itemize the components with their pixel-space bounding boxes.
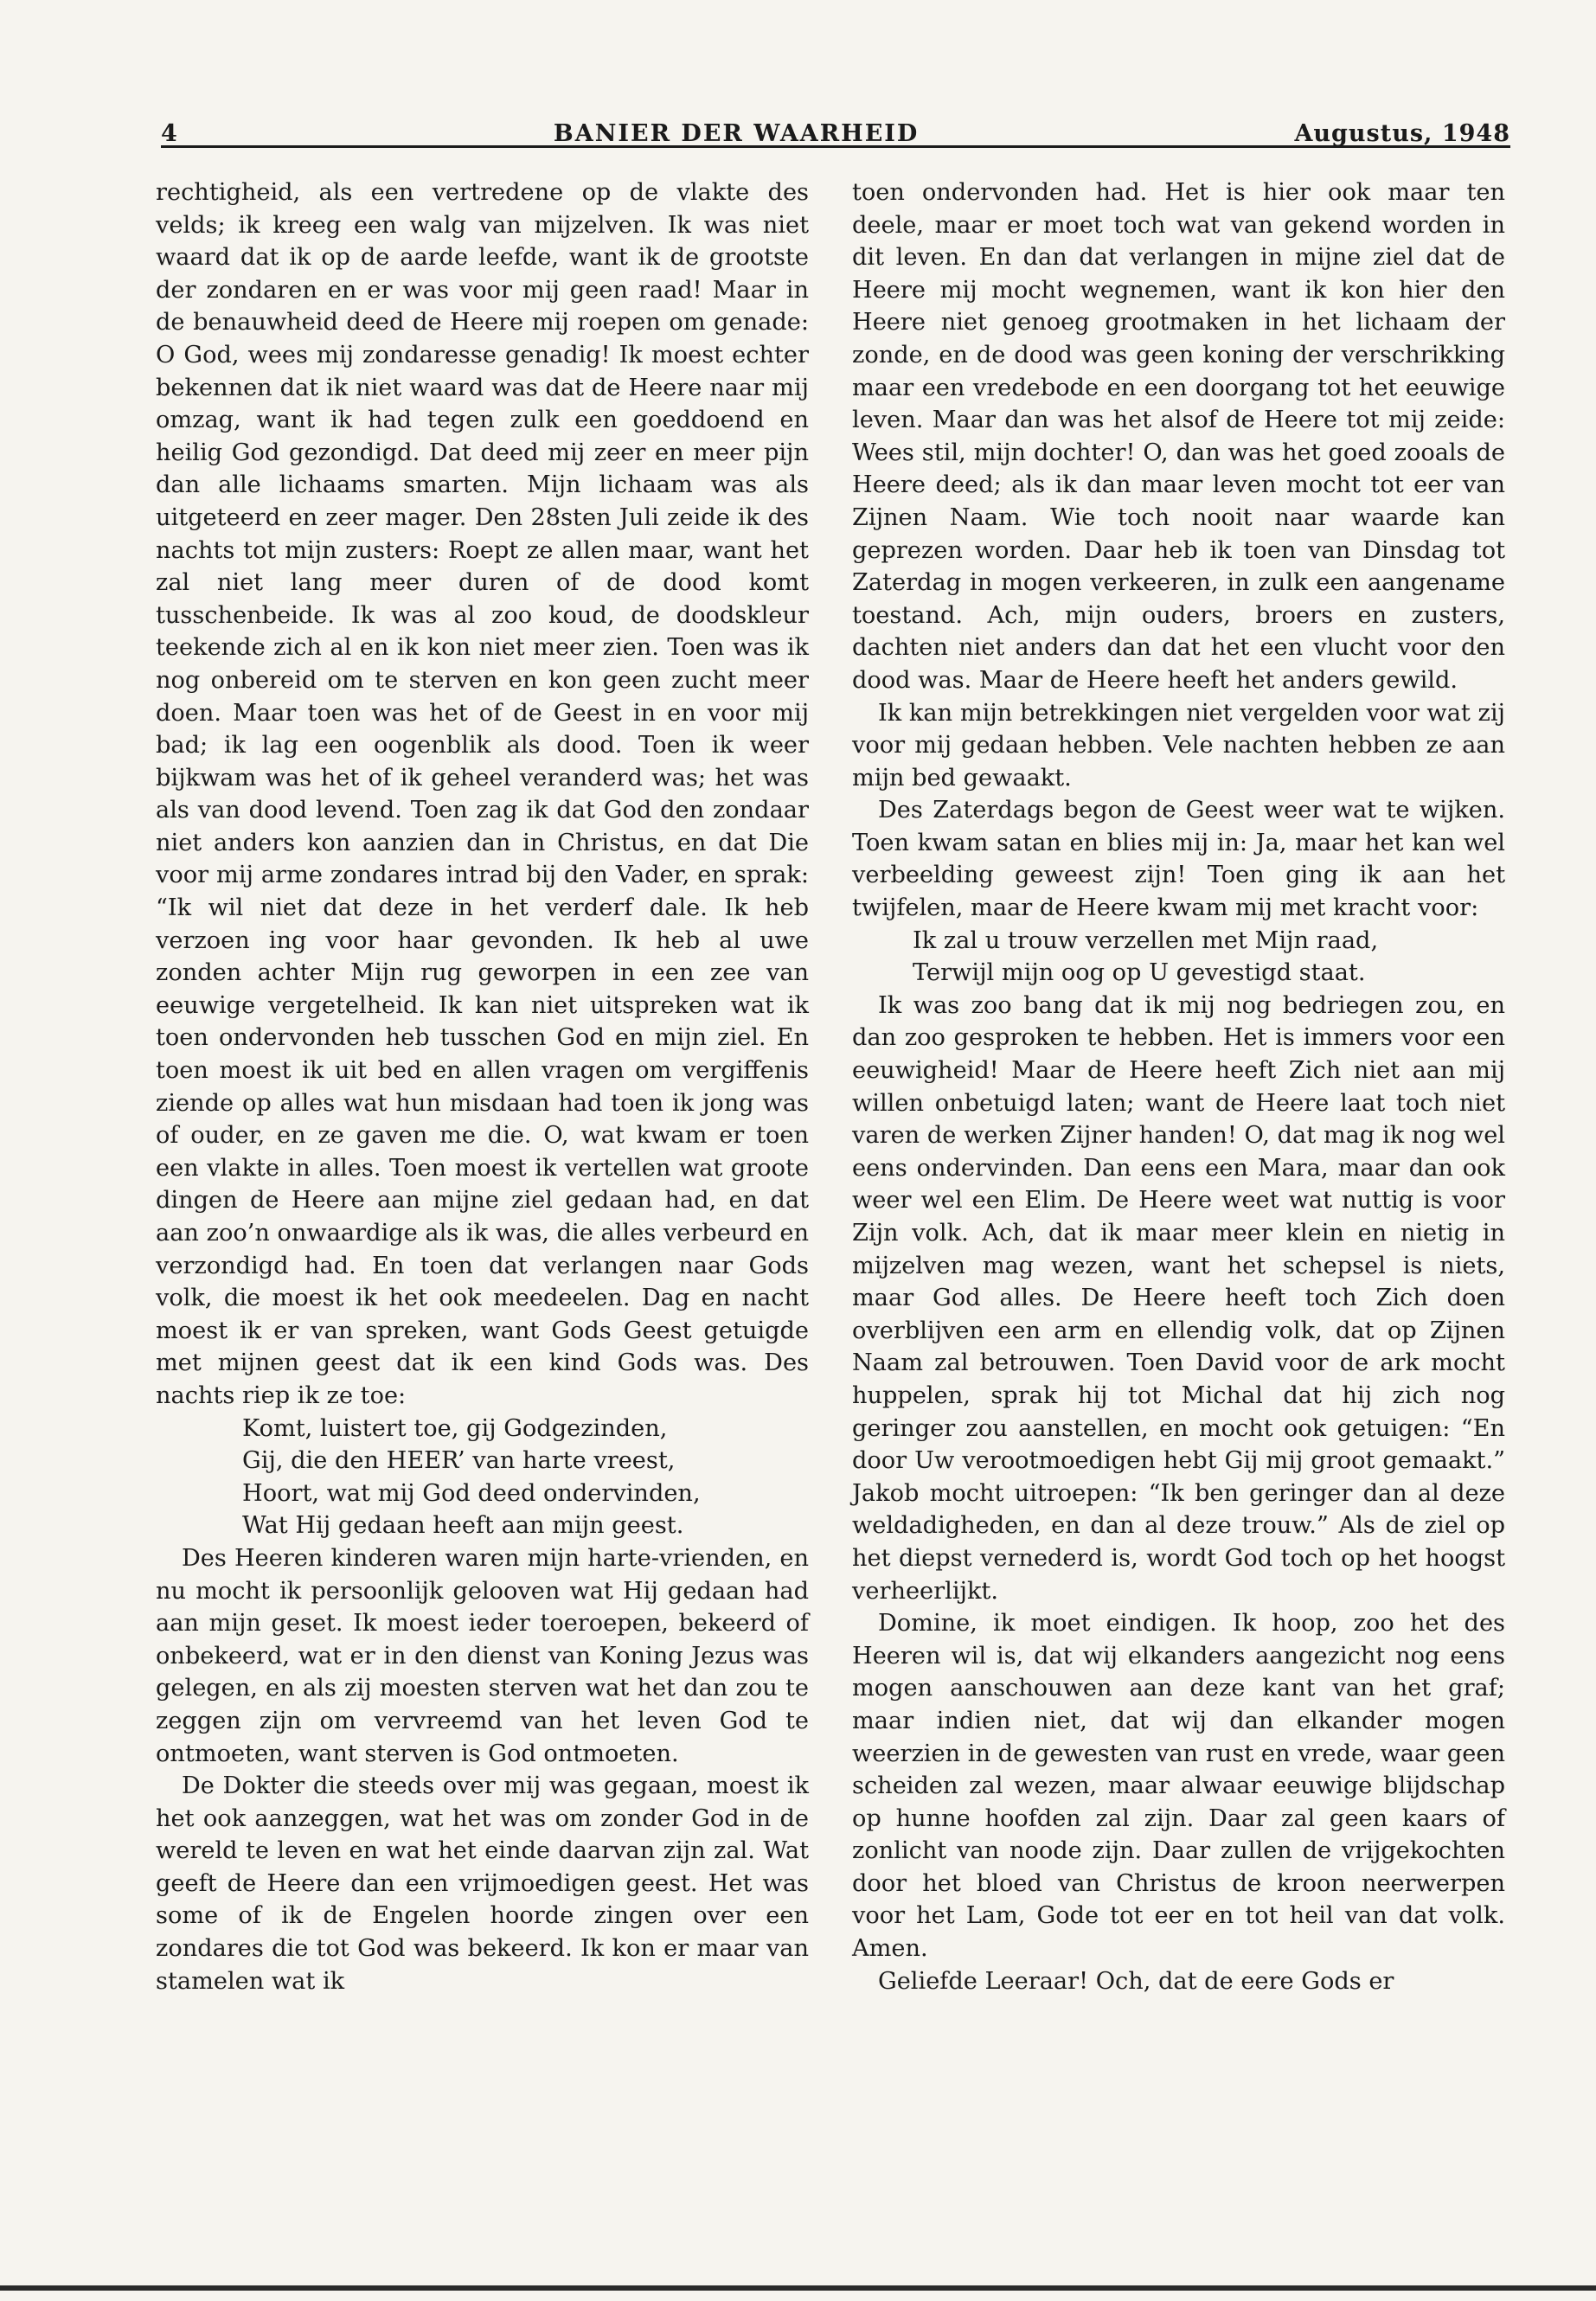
paragraph: De Dokter die steeds over mij was gegaan, moest ik het ook aanzeggen, wat het was om zonder God in de wereld te leven en wat het einde daarvan zijn zal. Wat geeft de Heere dan een vrijmoedigen geest. Het was some of ik de Engelen hoorde zingen over een zondares die tot God was bekeerd. Ik kon er maar van stamelen wat ik — [156, 1772, 809, 1995]
publication-title: BANIER DER WAARHEID — [553, 120, 920, 147]
poem-line: Ik zal u trouw verzellen met Mijn raad, — [913, 926, 1379, 954]
poem-line: Gij, die den HEER’ van harte vreest, — [242, 1447, 676, 1475]
header-rule — [161, 145, 1510, 148]
paragraph: toen ondervonden had. Het is hier ook maar ten deele, maar er moet toch wat van gekend worden in dit leven. En dan dat verlangen in mijne ziel dat de Heere mij mocht wegnemen, want ik kon hier den Heere niet genoeg grootmaken in het lichaam der zonde, en de dood was geen koning der verschrikking maar een vredebode en een doorgang tot het eeuwige leven. Maar dan was het alsof de Heere tot mij zeide: Wees stil, mijn dochter! O, dan was het goed zooals de Heere deed; als ik dan maar leven mocht tot eer van Zijnen Naam. Wie toch nooit naar waarde kan geprezen worden. Daar heb ik toen van Dinsdag tot Zaterdag in mogen verkeeren, in zulk een aangename toestand. Ach, mijn ouders, broers en zusters, dachten niet anders dan dat het een vlucht voor den dood was. Maar de Heere heeft het anders gewild. — [852, 179, 1505, 694]
paragraph: rechtigheid, als een vertredene op de vlakte des velds; ik kreeg een walg van mijzelven. Ik was niet waard dat ik op de aarde leefde, want ik de grootste der zondaren en er was voor mij geen raad! Maar in de benauwheid deed de Heere mij roepen om genade: O God, wees mij zondaresse genadig! Ik moest echter bekennen dat ik niet waard was dat de Heere naar mij omzag, want ik had tegen zulk een goeddoend en heilig God gezondigd. Dat deed mij zeer en meer pijn dan alle lichaams smarten. Mijn lichaam was als uitgeteerd en zeer mager. Den 28sten Juli zeide ik des nachts tot mijn zusters: Roept ze allen maar, want het zal niet lang meer duren of de dood komt tusschenbeide. Ik was al zoo koud, de doodskleur teekende zich al en ik kon niet meer zien. Toen was ik nog onbereid om te sterven en kon geen zucht meer doen. Maar toen was het of de Geest in en voor mij bad; ik lag een oogenblik als dood. Toen ik weer bijkwam was het of ik geheel veranderd was; het was als van dood levend. Toen zag ik dat God den zondaar niet anders kon aanzien dan in Christus, en dat Die voor mij arme zondares intrad bij den Vader, en sprak: “Ik wil niet dat deze in het verderf dale. Ik heb verzoen ing voor haar gevonden. Ik heb al uwe zonden achter Mijn rug geworpen in een zee van eeuwige vergetelheid. Ik kan niet uitspreken wat ik toen ondervonden heb tusschen God en mijn ziel. En toen moest ik uit bed en allen vragen om vergiffenis ziende op alles wat hun misdaan had toen ik jong was of ouder, en ze gaven me die. O, wat kwam er toen een vlakte in alles. Toen moest ik vertellen wat groote dingen de Heere aan mijne ziel gedaan had, en dat aan zoo’n onwaardige als ik was, die alles verbeurd en verzondigd had. En toen dat verlangen naar Gods volk, die moest ik het ook meedeelen. Dag en nacht moest ik er van spreken, want Gods Geest getuigde met mijnen geest dat ik een kind Gods was. Des nachts riep ik ze toe: — [156, 179, 809, 1409]
paragraph: Domine, ik moet eindigen. Ik hoop, zoo het des Heeren wil is, dat wij elkanders aangezicht nog eens mogen aanschouwen aan deze kant van het graf; maar indien niet, dat wij dan elkander mogen weerzien in de gewesten van rust en vrede, waar geen scheiden zal wezen, maar alwaar eeuwige blijdschap op hunne hoofden zal zijn. Daar zal geen kaars of zonlicht van noode zijn. Daar zullen de vrijgekochten door het bloed van Christus de kroon neerwerpen voor het Lam, Gode tot eer en tot heil van dat volk. Amen. — [852, 1610, 1505, 1963]
poem-line: Terwijl mijn oog op U gevestigd staat. — [913, 959, 1366, 987]
poem-stanza — [852, 925, 1505, 990]
paragraph: Geliefde Leeraar! Och, dat de eere Gods er — [878, 1967, 1394, 1995]
issue-date: Augustus, 1948 — [1294, 120, 1510, 147]
running-header — [161, 109, 1510, 147]
left-column — [156, 176, 809, 1997]
page-bottom-edge — [0, 2285, 1596, 2291]
poem-line: Wat Hij gedaan heeft aan mijn geest. — [242, 1512, 684, 1540]
paragraph: Ik kan mijn betrekkingen niet vergelden voor wat zij voor mij gedaan hebben. Vele nachten hebben ze aan mijn bed gewaakt. — [852, 699, 1505, 792]
paragraph: Des Heeren kinderen waren mijn harte-vrienden, en nu mocht ik persoonlijk gelooven wat Hij gedaan had aan mijn geset. Ik moest ieder toeroepen, bekeerd of onbekeerd, wat er in den dienst van Koning Jezus was gelegen, en als zij moesten sterven wat het dan zou te zeggen zijn om vervreemd van het leven God te ontmoeten, want sterven is God ontmoeten. — [156, 1544, 809, 1767]
paragraph: Des Zaterdags begon de Geest weer wat te wijken. Toen kwam satan en blies mij in: Ja, maar het kan wel verbeelding geweest zijn! Toen ging ik aan het twijfelen, maar de Heere kwam mij met kracht voor: — [852, 797, 1505, 922]
poem-line: Komt, luistert toe, gij Godgezinden, — [242, 1414, 668, 1442]
poem-stanza — [156, 1413, 809, 1542]
paragraph: Ik was zoo bang dat ik mij nog bedriegen zou, en dan zoo gesproken te hebben. Het is immers voor een eeuwigheid! Maar de Heere heeft Zich niet aan mij willen onbetuigd laten; want de Heere laat toch niet varen de werken Zijner handen! O, dat mag ik nog wel eens ondervinden. Dan eens een Mara, maar dan ook weer wel een Elim. De Heere weet wat nuttig is voor Zijn volk. Ach, dat ik maar meer klein en nietig in mijzelven mag wezen, want het schepsel is niets, maar God alles. De Heere heeft toch Zich doen overblijven een arm en ellendig volk, dat op Zijnen Naam zal betrouwen. Toen David voor de ark mocht huppelen, sprak hij tot Michal dat hij zich nog geringer zou aanstellen, en mocht ook getuigen: “En door Uw verootmoedigen hebt Gij mij groot gemaakt.” Jakob mocht uitroepen: “Ik ben geringer dan al deze weldadigheden, en dan al deze trouw.” Als de ziel op het diepst vernederd is, wordt God toch op het hoogst verheerlijkt. — [852, 991, 1505, 1605]
right-column — [852, 176, 1505, 1997]
poem-line: Hoort, wat mij God deed ondervinden, — [242, 1479, 701, 1507]
page-number: 4 — [161, 120, 178, 147]
